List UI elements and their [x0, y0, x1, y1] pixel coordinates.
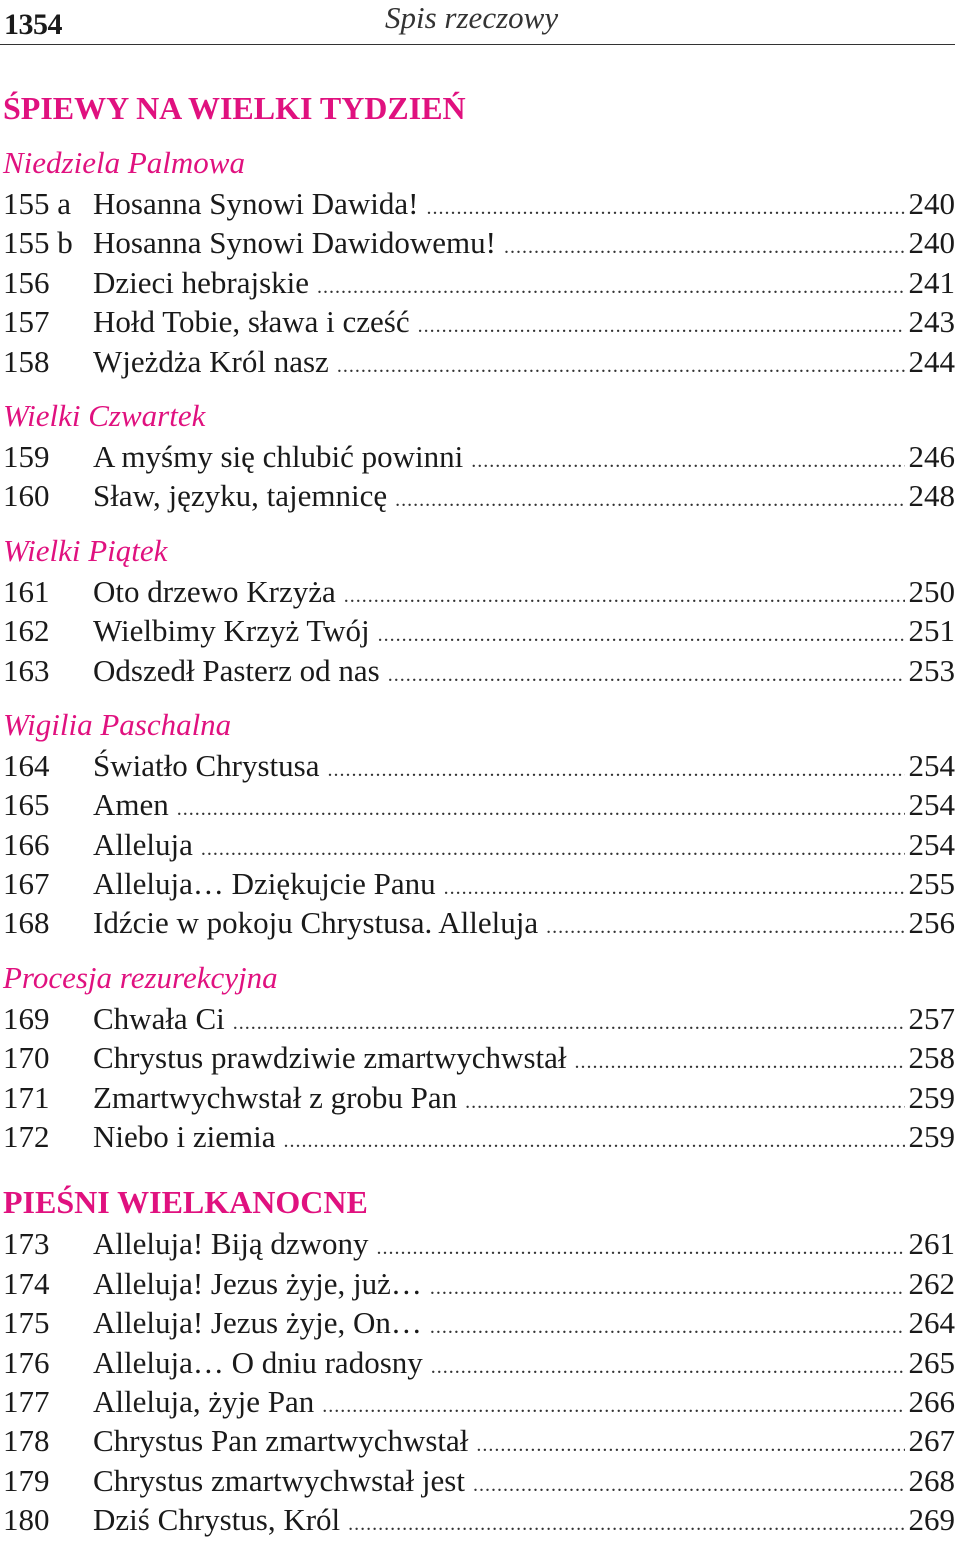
running-title: Spis rzeczowy [385, 0, 559, 35]
entry-title: Chrystus zmartwychwstał jest [93, 1462, 465, 1498]
entry-number: 161 [3, 573, 50, 609]
entry-title: Idźcie w pokoju Chrystusa. Alleluja [93, 905, 539, 941]
entry-number: 172 [3, 1119, 50, 1155]
entry-page: 266 [908, 1383, 955, 1419]
section-heading: ŚPIEWY NA WIELKI TYDZIEŃ [3, 90, 466, 126]
toc-entry [0, 1382, 955, 1421]
dot-leader [337, 347, 905, 386]
entry-title: Alleluja! Biją dzwony [93, 1226, 369, 1262]
toc-entry [0, 825, 955, 864]
entry-page: 250 [908, 573, 955, 609]
toc-entry [0, 864, 955, 903]
dot-leader [465, 1083, 904, 1122]
entry-number: 165 [3, 787, 50, 823]
entry-number: 180 [3, 1502, 50, 1538]
entry-page: 264 [908, 1305, 955, 1341]
dot-leader [327, 751, 904, 790]
toc-entry [0, 1224, 955, 1263]
dot-leader [426, 189, 904, 228]
entry-title: A myśmy się chlubić powinni [93, 438, 464, 474]
entry-number: 155 b [3, 225, 73, 261]
entry-title: Amen [93, 787, 169, 823]
section-heading: PIEŚNI WIELKANOCNE [3, 1184, 368, 1221]
toc-entry [0, 651, 955, 690]
page-number: 1354 [4, 8, 62, 41]
entry-number: 168 [3, 905, 50, 941]
entry-number: 169 [3, 1000, 50, 1036]
entry-number: 163 [3, 652, 50, 688]
entry-title: Oto drzewo Krzyża [93, 573, 336, 609]
dot-leader [348, 1505, 904, 1544]
toc-entry [0, 999, 955, 1038]
dot-leader [471, 442, 904, 481]
entry-number: 162 [3, 613, 50, 649]
entry-title: Światło Chrystusa [93, 747, 320, 783]
entry-number: 173 [3, 1226, 50, 1262]
entry-number: 167 [3, 866, 50, 902]
subsection-heading: Niedziela Palmowa [3, 145, 245, 180]
dot-leader [430, 1269, 905, 1308]
entry-title: Alleluja… Dziękujcie Panu [93, 866, 436, 902]
toc-entry [0, 611, 955, 650]
dot-leader [388, 656, 905, 695]
toc-entry [0, 1421, 955, 1460]
toc-entry [0, 1461, 955, 1500]
entry-number: 158 [3, 343, 50, 379]
dot-leader [284, 1122, 905, 1161]
toc-entry [0, 223, 955, 262]
entry-page: 255 [908, 866, 955, 902]
entry-number: 171 [3, 1079, 50, 1115]
toc-entry [0, 437, 955, 476]
entry-page: 269 [908, 1502, 955, 1538]
entry-page: 248 [908, 478, 955, 514]
toc-entry [0, 184, 955, 223]
toc-entry [0, 1500, 955, 1539]
entry-number: 177 [3, 1383, 50, 1419]
entry-number: 176 [3, 1344, 50, 1380]
entry-page: 259 [908, 1079, 955, 1115]
dot-leader [476, 1426, 904, 1465]
entry-title: Dziś Chrystus, Król [93, 1502, 341, 1538]
entry-number: 164 [3, 747, 50, 783]
entry-page: 261 [908, 1226, 955, 1262]
entry-page: 253 [908, 652, 955, 688]
subsection-heading: Wigilia Paschalna [3, 706, 232, 742]
dot-leader [431, 1348, 905, 1387]
dot-leader [344, 577, 905, 616]
dot-leader [378, 616, 905, 655]
entry-title: Wjeżdża Król nasz [93, 343, 329, 379]
dot-leader [177, 790, 905, 829]
entry-page: 257 [908, 1000, 955, 1036]
entry-page: 262 [908, 1265, 955, 1301]
entry-number: 156 [3, 264, 50, 300]
entry-page: 254 [908, 787, 955, 823]
entry-number: 178 [3, 1423, 50, 1459]
entry-title: Chrystus prawdziwie zmartwychwstał [93, 1040, 567, 1076]
dot-leader [473, 1466, 905, 1505]
toc-entry [0, 1343, 955, 1382]
toc-entry [0, 1078, 955, 1117]
entry-number: 159 [3, 438, 50, 474]
entry-page: 254 [908, 826, 955, 862]
entry-page: 244 [908, 343, 955, 379]
entry-title: Alleluja… O dniu radosny [93, 1344, 423, 1380]
entry-title: Wielbimy Krzyż Twój [93, 613, 370, 649]
toc-entry [0, 746, 955, 785]
toc-entry [0, 342, 955, 381]
entry-number: 155 a [3, 186, 72, 221]
entry-title: Hosanna Synowi Dawidowemu! [93, 225, 496, 261]
toc-entry [0, 476, 955, 515]
entry-title: Sław, języku, tajemnicę [93, 478, 388, 514]
dot-leader [395, 481, 904, 520]
entry-number: 174 [3, 1265, 50, 1301]
subsection-heading: Wielki Piątek [3, 532, 168, 568]
entry-page: 240 [908, 225, 955, 261]
entry-title: Zmartwychwstał z grobu Pan [93, 1079, 458, 1115]
entry-number: 160 [3, 478, 50, 514]
entry-number: 166 [3, 826, 50, 862]
entry-title: Hosanna Synowi Dawida! [93, 186, 419, 221]
subsection-heading: Wielki Czwartek [3, 397, 206, 433]
dot-leader [418, 307, 905, 346]
dot-leader [430, 1308, 905, 1347]
entry-number: 157 [3, 304, 50, 340]
entry-page: 254 [908, 747, 955, 783]
dot-leader [504, 228, 905, 267]
toc-entry [0, 1264, 955, 1303]
entry-page: 246 [908, 438, 955, 474]
toc-entry [0, 572, 955, 611]
entry-page: 267 [908, 1423, 955, 1459]
entry-page: 251 [908, 613, 955, 649]
entry-title: Alleluja, żyje Pan [93, 1383, 315, 1419]
entry-page: 258 [908, 1040, 955, 1076]
toc-entry [0, 1117, 955, 1156]
entry-title: Alleluja! Jezus żyje, już… [93, 1265, 422, 1301]
entry-title: Dzieci hebrajskie [93, 264, 310, 300]
toc-entry [0, 1038, 955, 1077]
entry-title: Niebo i ziemia [93, 1119, 276, 1155]
entry-page: 256 [908, 905, 955, 941]
toc-entry [0, 302, 955, 341]
entry-page: 240 [908, 186, 955, 221]
entry-page: 268 [908, 1462, 955, 1498]
entry-title: Odszedł Pasterz od nas [93, 652, 380, 688]
subsection-heading: Procesja rezurekcyjna [3, 959, 278, 995]
dot-leader [377, 1229, 905, 1268]
toc-entry [0, 903, 955, 942]
entry-number: 170 [3, 1040, 50, 1076]
page-header [0, 0, 955, 45]
entry-title: Chrystus Pan zmartwychwstał [93, 1423, 469, 1459]
table-of-contents [0, 86, 955, 1540]
entry-number: 175 [3, 1305, 50, 1341]
entry-page: 243 [908, 304, 955, 340]
entry-page: 259 [908, 1119, 955, 1155]
entry-number: 179 [3, 1462, 50, 1498]
entry-page: 265 [908, 1344, 955, 1380]
toc-entry [0, 785, 955, 824]
entry-page: 241 [908, 264, 955, 300]
entry-title: Hołd Tobie, sława i cześć [93, 304, 410, 340]
dot-leader [575, 1043, 905, 1082]
dot-leader [546, 908, 904, 947]
entry-title: Alleluja! Jezus żyje, On… [93, 1305, 422, 1341]
entry-title: Chwała Ci [93, 1000, 225, 1036]
toc-entry [0, 263, 955, 302]
toc-entry [0, 1303, 955, 1342]
entry-title: Alleluja [93, 826, 193, 862]
